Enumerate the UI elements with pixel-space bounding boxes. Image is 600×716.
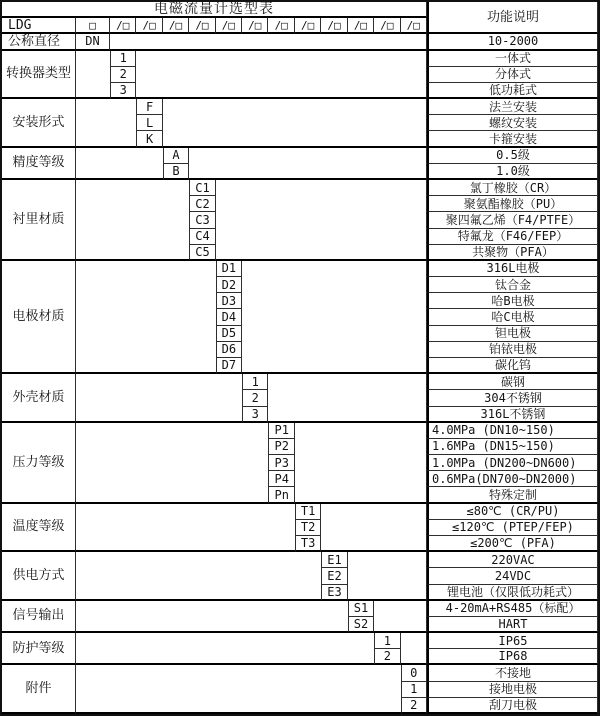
- code-cell: C2: [189, 196, 215, 212]
- code-cell: A: [163, 148, 189, 164]
- group-left-spacer: [76, 601, 348, 633]
- desc-cell: 不接地: [427, 665, 598, 681]
- group-left-spacer: [76, 99, 136, 148]
- dn-code: DN: [76, 34, 110, 50]
- code-cell: D2: [216, 277, 242, 293]
- group-label: 衬里材质: [2, 180, 76, 261]
- group-left-spacer: [76, 374, 242, 423]
- code-cell: P3: [268, 455, 294, 471]
- model-slot-cell: /□: [268, 18, 294, 34]
- group-right-spacer: [189, 148, 427, 180]
- code-cell: S2: [348, 617, 374, 633]
- model-slot-cell: /□: [242, 18, 268, 34]
- desc-cell: 刮刀电极: [427, 698, 598, 714]
- desc-cell: ≤120℃ (PTEP/FEP): [427, 520, 598, 536]
- group-label: 精度等级: [2, 148, 76, 180]
- desc-cell: 316L电极: [427, 261, 598, 277]
- code-cell: D1: [216, 261, 242, 277]
- desc-cell: 钽电极: [427, 326, 598, 342]
- code-cell: 2: [242, 390, 268, 406]
- code-cell: F: [136, 99, 162, 115]
- desc-cell: 304不锈钢: [427, 390, 598, 406]
- desc-cell: IP65: [427, 633, 598, 649]
- dn-label: 公称直径: [2, 34, 76, 50]
- group-right-spacer: [348, 552, 427, 601]
- desc-cell: 0.5级: [427, 148, 598, 164]
- group-right-spacer: [216, 180, 427, 261]
- model-slot-cell: /□: [401, 18, 427, 34]
- code-cell: Pn: [268, 487, 294, 503]
- group-label: 信号输出: [2, 601, 76, 633]
- group-right-spacer: [242, 261, 427, 374]
- code-cell: 1: [242, 374, 268, 390]
- group-label: 温度等级: [2, 504, 76, 553]
- desc-cell: 220VAC: [427, 552, 598, 568]
- code-cell: 2: [401, 698, 427, 714]
- group-right-spacer: [136, 51, 427, 100]
- desc-cell: 特氟龙（F46/FEP）: [427, 229, 598, 245]
- group-label: 防护等级: [2, 633, 76, 665]
- group-right-spacer: [321, 504, 427, 553]
- code-cell: E2: [321, 568, 347, 584]
- group-left-spacer: [76, 504, 295, 553]
- model-slot-cell: /□: [216, 18, 242, 34]
- desc-cell: 哈B电极: [427, 293, 598, 309]
- desc-cell: 分体式: [427, 67, 598, 83]
- group-left-spacer: [76, 633, 374, 665]
- model-slot-cell: /□: [295, 18, 321, 34]
- code-cell: D6: [216, 342, 242, 358]
- desc-cell: 1.0级: [427, 164, 598, 180]
- code-cell: 2: [110, 67, 136, 83]
- group-label: 电极材质: [2, 261, 76, 374]
- group-left-spacer: [76, 148, 163, 180]
- group-right-spacer: [374, 601, 427, 633]
- code-cell: L: [136, 115, 162, 131]
- code-cell: C5: [189, 245, 215, 261]
- model-slot-cell: /□: [189, 18, 215, 34]
- group-label: 转换器类型: [2, 51, 76, 100]
- page-title: 电磁流量计选型表: [2, 2, 427, 18]
- function-header: 功能说明: [427, 2, 598, 34]
- group-right-spacer: [163, 99, 427, 148]
- group-left-spacer: [76, 423, 268, 504]
- group-left-spacer: [76, 261, 216, 374]
- desc-cell: 4.0MPa (DN10~150): [427, 423, 598, 439]
- group-label: 安装形式: [2, 99, 76, 148]
- model-slot-cell: /□: [110, 18, 136, 34]
- group-right-spacer: [401, 633, 427, 665]
- desc-cell: HART: [427, 617, 598, 633]
- model-prefix-label: LDG: [2, 18, 76, 34]
- desc-cell: 钛合金: [427, 277, 598, 293]
- code-cell: 2: [374, 649, 400, 665]
- desc-cell: 1.0MPa (DN200~DN600): [427, 455, 598, 471]
- code-cell: 3: [110, 83, 136, 99]
- desc-cell: 0.6MPa(DN700~DN2000): [427, 471, 598, 487]
- code-cell: P1: [268, 423, 294, 439]
- code-cell: S1: [348, 601, 374, 617]
- code-cell: 3: [242, 407, 268, 423]
- code-cell: T2: [295, 520, 321, 536]
- desc-cell: 共聚物（PFA）: [427, 245, 598, 261]
- group-left-spacer: [76, 552, 321, 601]
- code-cell: T3: [295, 536, 321, 552]
- group-right-spacer: [268, 374, 427, 423]
- code-cell: P2: [268, 439, 294, 455]
- group-right-spacer: [295, 423, 427, 504]
- code-cell: 1: [110, 51, 136, 67]
- group-label: 压力等级: [2, 423, 76, 504]
- dn-desc: 10-2000: [427, 34, 598, 50]
- desc-cell: 聚氨酯橡胶（PU）: [427, 196, 598, 212]
- desc-cell: 316L不锈钢: [427, 407, 598, 423]
- code-cell: D4: [216, 309, 242, 325]
- desc-cell: 特殊定制: [427, 487, 598, 503]
- code-cell: P4: [268, 471, 294, 487]
- model-slot-cell: /□: [348, 18, 374, 34]
- code-cell: D5: [216, 326, 242, 342]
- code-cell: B: [163, 164, 189, 180]
- desc-cell: 低功耗式: [427, 83, 598, 99]
- model-slot-cell: /□: [136, 18, 162, 34]
- code-cell: E3: [321, 585, 347, 601]
- code-cell: 1: [401, 682, 427, 698]
- desc-cell: 聚四氟乙烯（F4/PTFE）: [427, 212, 598, 228]
- code-cell: C4: [189, 229, 215, 245]
- model-slot-cell: /□: [321, 18, 347, 34]
- desc-cell: ≤80℃ (CR/PU): [427, 504, 598, 520]
- dn-spacer: [110, 34, 427, 50]
- desc-cell: 卡箍安装: [427, 131, 598, 147]
- desc-cell: 接地电极: [427, 682, 598, 698]
- model-slot-cell: /□: [163, 18, 189, 34]
- model-first-box-cell: □: [76, 18, 110, 34]
- desc-cell: 螺纹安装: [427, 115, 598, 131]
- code-cell: 0: [401, 665, 427, 681]
- code-cell: T1: [295, 504, 321, 520]
- desc-cell: 一体式: [427, 51, 598, 67]
- group-left-spacer: [76, 51, 110, 100]
- code-cell: E1: [321, 552, 347, 568]
- group-label: 附件: [2, 665, 76, 714]
- desc-cell: 法兰安装: [427, 99, 598, 115]
- code-cell: C3: [189, 212, 215, 228]
- group-left-spacer: [76, 180, 189, 261]
- group-left-spacer: [76, 665, 401, 714]
- desc-cell: ≤200℃ (PFA): [427, 536, 598, 552]
- code-cell: D7: [216, 358, 242, 374]
- group-label: 供电方式: [2, 552, 76, 601]
- desc-cell: 4-20mA+RS485（标配）: [427, 601, 598, 617]
- desc-cell: IP68: [427, 649, 598, 665]
- code-cell: K: [136, 131, 162, 147]
- code-cell: C1: [189, 180, 215, 196]
- code-cell: 1: [374, 633, 400, 649]
- group-label: 外壳材质: [2, 374, 76, 423]
- desc-cell: 24VDC: [427, 568, 598, 584]
- desc-cell: 哈C电极: [427, 309, 598, 325]
- desc-cell: 铂铱电极: [427, 342, 598, 358]
- desc-cell: 氯丁橡胶（CR）: [427, 180, 598, 196]
- code-cell: D3: [216, 293, 242, 309]
- desc-cell: 碳化钨: [427, 358, 598, 374]
- desc-cell: 1.6MPa (DN15~150): [427, 439, 598, 455]
- model-slot-cell: /□: [374, 18, 400, 34]
- desc-cell: 碳钢: [427, 374, 598, 390]
- desc-cell: 锂电池（仅限低功耗式）: [427, 585, 598, 601]
